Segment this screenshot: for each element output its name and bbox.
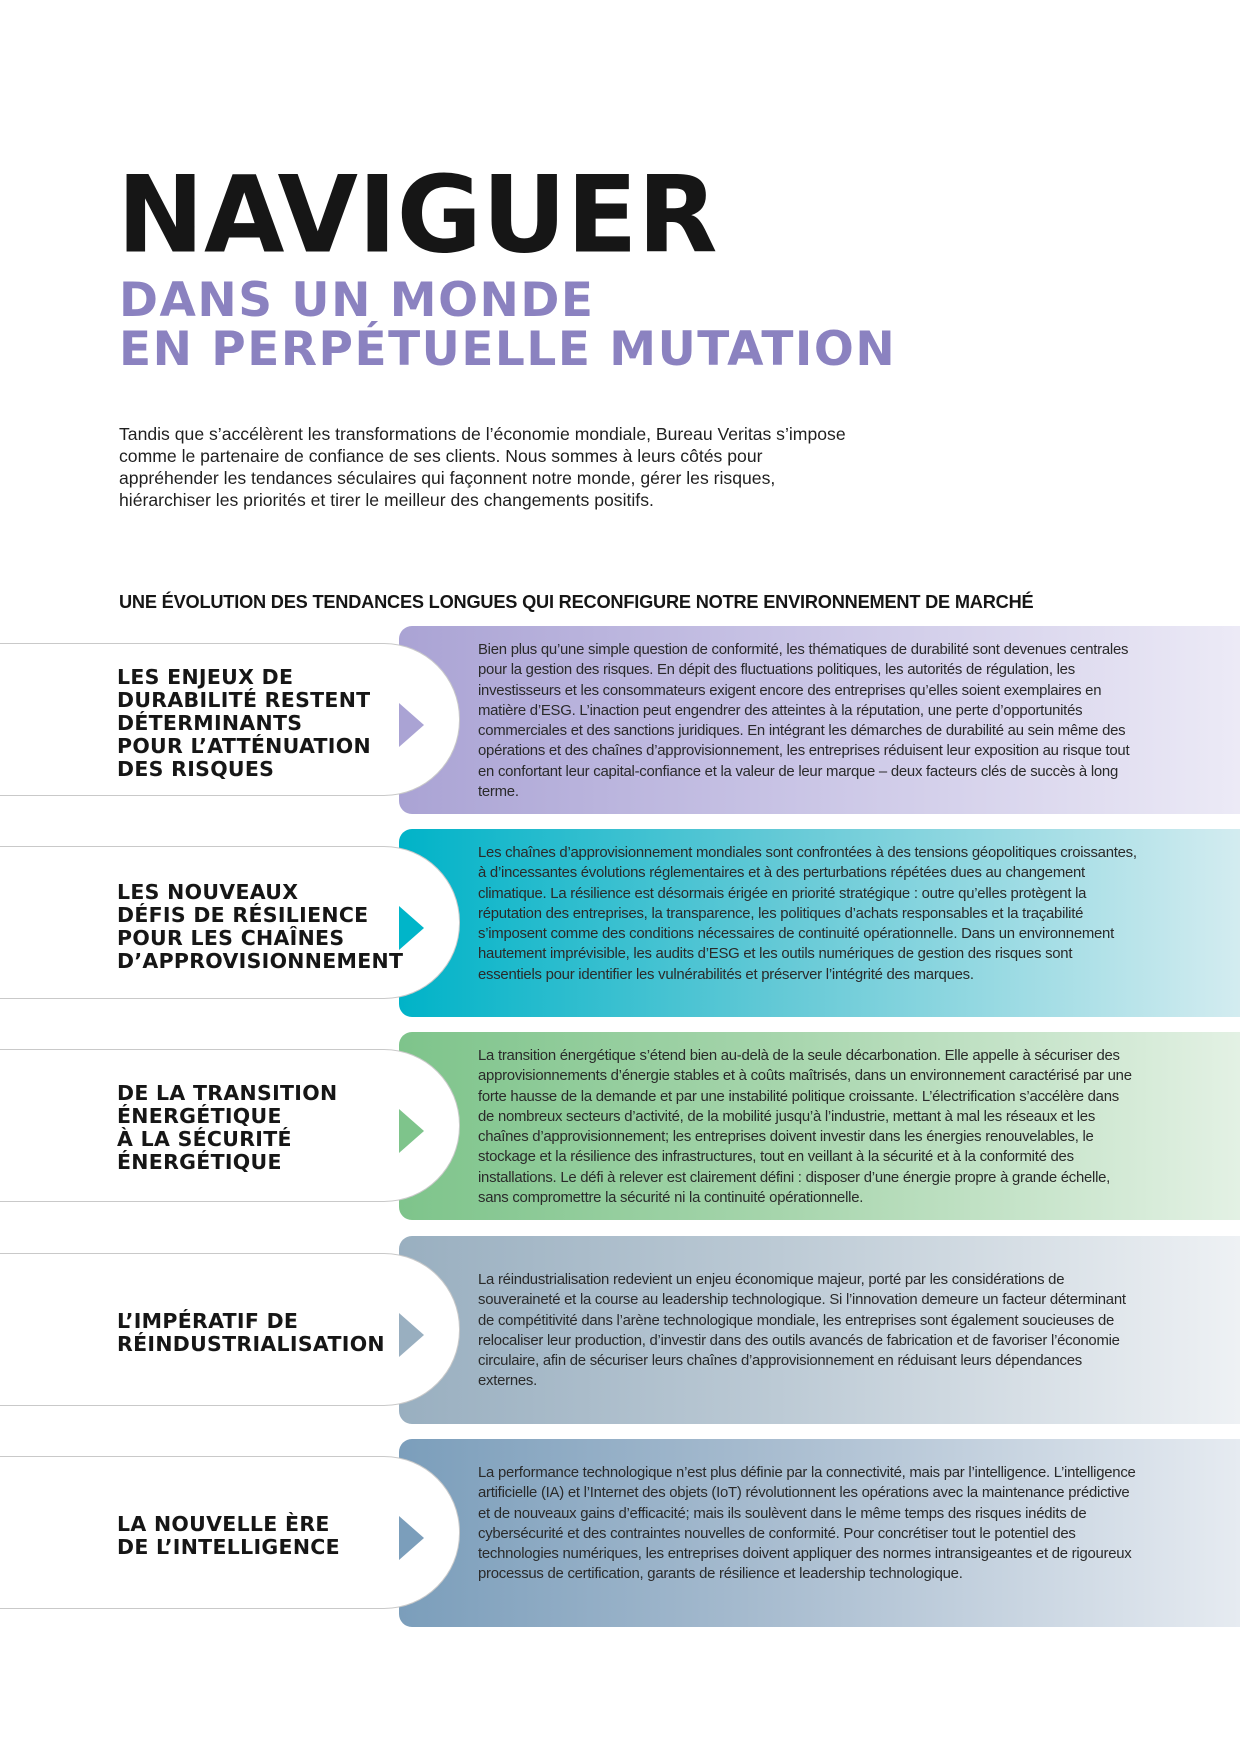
trend-label-line: DE LA TRANSITION bbox=[117, 1081, 338, 1105]
intro-paragraph: Tandis que s’accélèrent les transformations de l’économie mondiale, Bureau Veritas s’impose comme le partenaire de confiance de ses clients. Nous sommes à leurs côtés pour appréhender les tendances séculaires qui façonnent notre monde, gérer les risques, hiérarchiser les priorités et tirer le meilleur des changements positifs. bbox=[119, 424, 846, 510]
chevron-right-icon bbox=[399, 1109, 424, 1153]
trend-label-line: ÉNERGÉTIQUE bbox=[117, 1150, 282, 1174]
trend-label bbox=[117, 1082, 337, 1174]
trend-description: La transition énergétique s’étend bien au-delà de la seule décarbonation. Elle appelle à sécuriser des approvisionnements d’énergie stables et à coûts maîtrisés, dans un environnement caractérisé par une forte hausse de la demande et par une instabilité politique croissante. L’électrification s’accélère dans de nombreux secteurs d’activité, de la mobilité jusqu’à l’industrie, mettant à mal les réseaux et les chaînes d’approvisionnement; les entreprises doivent investir dans les énergies renouvelables, le stockage et la résilience des infrastructures, tout en veillant à la sécurité et à la conformité des installations. Le défi à relever est clairement défini : disposer d’une énergie propre à grande échelle, sans compromettre la sécurité ni la continuité opérationnelle. bbox=[478, 1048, 1132, 1207]
trend-label bbox=[117, 1513, 340, 1559]
chevron-right-icon bbox=[399, 906, 424, 950]
trend-label-line: LES NOUVEAUX bbox=[117, 880, 299, 904]
trend-label-line: DURABILITÉ RESTENT bbox=[117, 688, 371, 712]
trend-label-line: L’IMPÉRATIF DE bbox=[117, 1309, 299, 1333]
trend-label bbox=[117, 881, 403, 973]
subtitle-line-1: DANS UN MONDE bbox=[119, 273, 595, 328]
trend-label-line: POUR LES CHAÎNES bbox=[117, 926, 345, 950]
trend-label-line: DE L’INTELLIGENCE bbox=[117, 1535, 340, 1559]
trend-description: Bien plus qu’une simple question de conformité, les thématiques de durabilité sont devenues centrales pour la gestion des risques. En dépit des fluctuations politiques, les autorités de régulation, les investisseurs et les consommateurs exigent encore des entreprises qu’elles soient exemplaires en matière d’ESG. L’inaction peut engendrer des atteintes à la réputation, une perte d’opportunités commerciales et des sanctions juridiques. En intégrant les démarches de durabilité au sein même des opérations et des chaînes d’approvisionnement, les entreprises réduisent leur exposition au risque tout en confortant leur capital-confiance et la valeur de leur marque – deux facteurs clés de succès à long terme. bbox=[478, 642, 1130, 801]
chevron-right-icon bbox=[399, 703, 424, 747]
trend-row-energy bbox=[0, 1032, 1240, 1222]
chevron-right-icon bbox=[399, 1313, 424, 1357]
trend-row-reindustrialisation bbox=[0, 1236, 1240, 1426]
trend-label-line: LA NOUVELLE ÈRE bbox=[117, 1512, 330, 1536]
trend-label-line: DÉFIS DE RÉSILIENCE bbox=[117, 903, 369, 927]
trend-label-line: RÉINDUSTRIALISATION bbox=[117, 1332, 385, 1356]
trend-label-line: D’APPROVISIONNEMENT bbox=[117, 949, 404, 973]
trend-label-line: POUR L’ATTÉNUATION bbox=[117, 734, 371, 758]
trend-description: La performance technologique n’est plus définie par la connectivité, mais par l’intelligence. L’intelligence artificielle (IA) et l’Internet des objets (IoT) révolutionnent les opérations avec la maintenance prédictive et de nouveaux gains d’efficacité; mais ils soulèvent dans le même temps des risques inédits de cybersécurité et des contraintes nouvelles de conformité. Pour concrétiser tout le potentiel des technologies numériques, les entreprises doivent appliquer des normes intransigeantes et de rigoureux processus de certification, garants de résilience et leadership technologique. bbox=[478, 1465, 1136, 1583]
chevron-right-icon bbox=[399, 1516, 424, 1560]
trend-row-supply-chain bbox=[0, 829, 1240, 1019]
trend-label-line: À LA SÉCURITÉ bbox=[117, 1127, 292, 1151]
page-title: NAVIGUER bbox=[117, 152, 718, 278]
trend-row-intelligence bbox=[0, 1439, 1240, 1629]
trend-label-line: ÉNERGÉTIQUE bbox=[117, 1104, 282, 1128]
page-subtitle bbox=[119, 273, 897, 377]
trend-label bbox=[117, 666, 371, 781]
trend-label-line: DÉTERMINANTS bbox=[117, 711, 303, 735]
section-heading: UNE ÉVOLUTION DES TENDANCES LONGUES QUI RECONFIGURE NOTRE ENVIRONNEMENT DE MARCHÉ bbox=[119, 592, 1034, 612]
trend-row-sustainability bbox=[0, 626, 1240, 816]
subtitle-line-2: EN PERPÉTUELLE MUTATION bbox=[119, 322, 897, 377]
trend-label-line: DES RISQUES bbox=[117, 757, 275, 781]
trend-label-line: LES ENJEUX DE bbox=[117, 665, 294, 689]
trend-description: Les chaînes d’approvisionnement mondiales sont confrontées à des tensions géopolitiques croissantes, à d’incessantes évolutions réglementaires et à des perturbations répétées dues au changement climatique. La résilience est désormais érigée en priorité stratégique : outre qu’elles protègent la réputation des entreprises, la transparence, les politiques d’achats responsables et la traçabilité s’imposent comme des conditions nécessaires de continuité opérationnelle. Dans un environnement hautement imprévisible, les audits d’ESG et les outils numériques de gestion des risques sont essentiels pour identifier les vulnérabilités et préserver l’intégrité des marques. bbox=[478, 845, 1137, 983]
trend-description: La réindustrialisation redevient un enjeu économique majeur, porté par les considérations de souveraineté et la course au leadership technologique. Si l’innovation demeure un facteur déterminant de compétitivité dans l’arène technologique mondiale, les entreprises sont également soucieuses de relocaliser leur production, d’investir dans des outils avancés de fabrication et de favoriser l’économie circulaire, afin de sécuriser leurs chaînes d’approvisionnement en réduisant leurs dépendances externes. bbox=[478, 1272, 1126, 1390]
trend-label bbox=[117, 1310, 385, 1356]
